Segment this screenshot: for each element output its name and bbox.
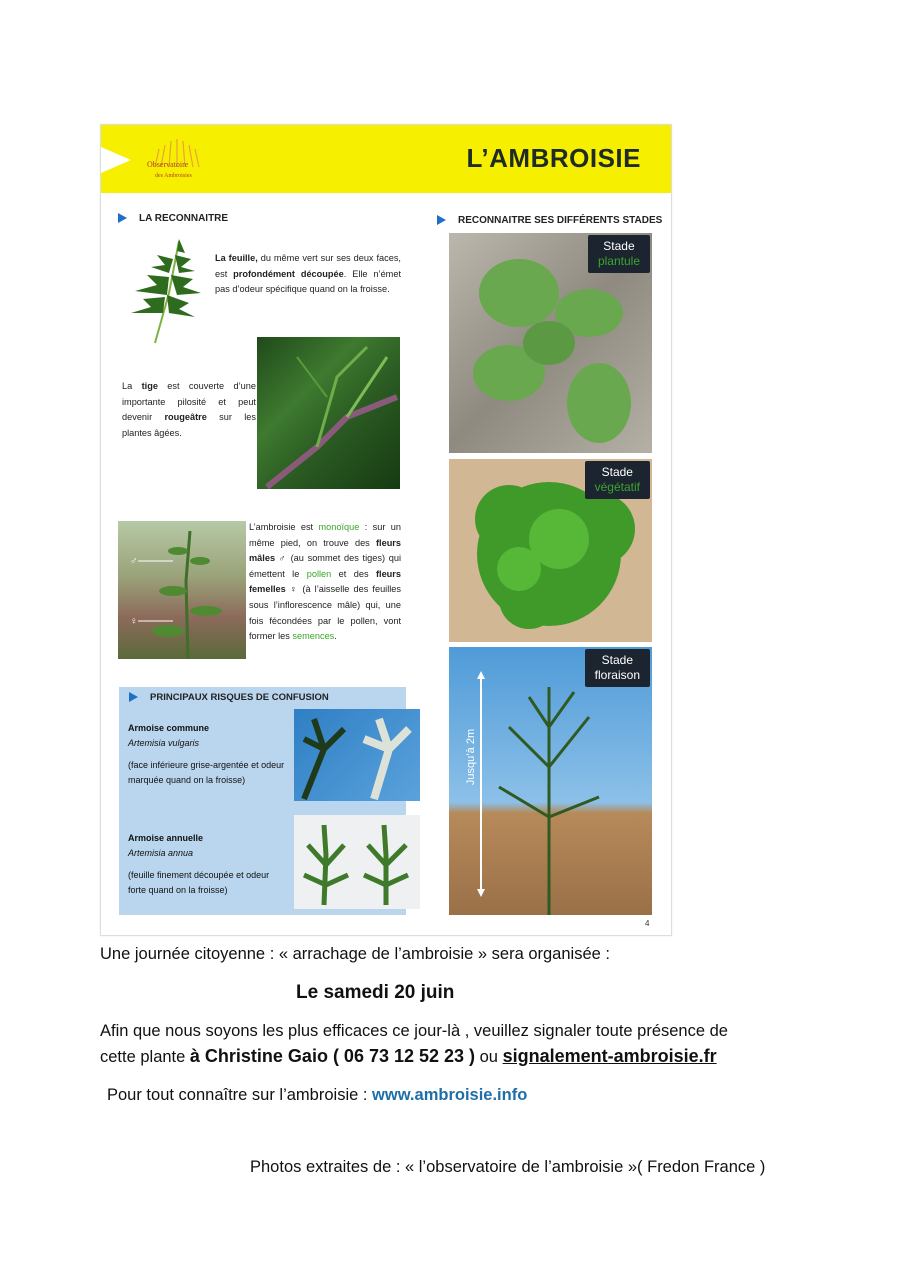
triangle-bullet-icon <box>129 692 138 702</box>
stage-vegetative-photo <box>449 459 652 642</box>
flower-photo <box>118 521 246 659</box>
logo-text-bottom: des Ambroisies <box>155 173 192 179</box>
section-stages-heading: RECONNAITRE SES DIFFÉRENTS STADES <box>437 215 662 226</box>
height-label: Jusqu’à 2m <box>465 728 477 786</box>
artemisia-annua-photo <box>294 815 420 909</box>
notice-line-4: cette plante à Christine Gaio ( 06 73 12 52 23 ) ou signalement-ambroisie.fr <box>100 1046 717 1066</box>
flyer-card <box>100 124 672 936</box>
photo-credits: Photos extraites de : « l’observatoire de l’ambroisie »( Fredon France ) <box>250 1158 766 1176</box>
notice-line-5: Pour tout connaître sur l’ambroisie : www.ambroisie.info <box>107 1086 528 1104</box>
page-title: L’AMBROISIE <box>466 143 641 173</box>
notice-line-3: Afin que nous soyons les plus efficaces ce jour-là , veuillez signaler toute présence de <box>100 1022 728 1040</box>
stage-seedling-photo <box>449 233 652 453</box>
stage-flowering-photo <box>449 647 652 915</box>
stem-photo <box>257 337 400 489</box>
stage-label: Stade plantule <box>588 235 650 273</box>
triangle-bullet-icon <box>118 213 127 223</box>
title-banner <box>101 125 671 193</box>
stage-label: Stade floraison <box>585 649 650 687</box>
page-number: 4 <box>645 919 650 928</box>
leaf-description: La feuille, du même vert sur ses deux faces, est profondément découpée. Elle n’émet pas d’odeur spécifique quand on la froisse. <box>215 253 401 295</box>
banner-arrow-icon <box>101 147 131 173</box>
flower-description: L’ambroisie est monoïque : sur un même pied, on trouve des fleurs mâles ♂ (au sommet des tiges) qui émettent le pollen et des fleurs femelles ♀ (à l’aisselle des feuilles sous l’inflorescence mâle) qui, une fois fécondées par le pollen, vont former les semences. <box>249 522 402 642</box>
artemisia-vulgaris-photo <box>294 709 420 801</box>
stage-label: Stade végétatif <box>585 461 650 499</box>
event-date: Le samedi 20 juin <box>296 982 455 1003</box>
male-symbol: ♂ <box>130 556 138 567</box>
section-recognize-heading: LA RECONNAITRE <box>118 213 228 224</box>
notice-line-1: Une journée citoyenne : « arrachage de l’ambroisie » sera organisée : <box>100 945 610 963</box>
triangle-bullet-icon <box>437 215 446 225</box>
stem-description: La tige est couverte d’une importante pilosité et peut devenir rougeâtre sur les plantes âgées. <box>122 381 256 438</box>
info-link[interactable]: www.ambroisie.info <box>372 1086 528 1104</box>
female-symbol: ♀ <box>130 616 138 627</box>
confusion-item: Armoise commune Artemisia vulgaris (face inférieure grise-argentée et odeur marquée quand on la froisse) <box>128 723 285 785</box>
observatory-logo <box>141 137 211 181</box>
report-link[interactable]: signalement-ambroisie.fr <box>502 1046 717 1066</box>
logo-text-top: Observatoire <box>147 160 189 169</box>
confusion-heading: PRINCIPAUX RISQUES DE CONFUSION <box>129 692 329 703</box>
confusion-box <box>119 687 406 915</box>
confusion-item: Armoise annuelle Artemisia annua (feuille finement découpée et odeur forte quand on la froisse) <box>128 833 270 895</box>
leaf-illustration <box>129 233 209 345</box>
